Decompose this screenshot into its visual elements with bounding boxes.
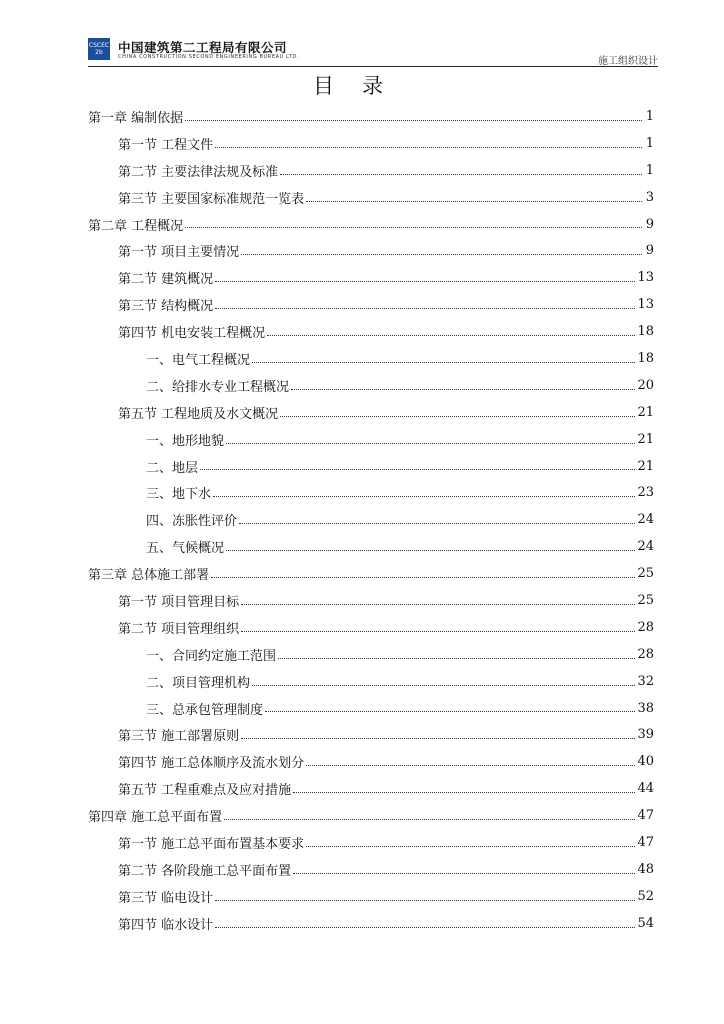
toc-entry-page: 28 xyxy=(637,619,654,635)
toc-leader-dots xyxy=(252,684,635,686)
toc-entry[interactable] xyxy=(88,372,654,399)
toc-entry-label: 第四章 施工总平面布置 xyxy=(88,810,223,826)
toc-entry-label: 第二章 工程概况 xyxy=(88,218,184,234)
page-header xyxy=(88,36,658,66)
toc-entry[interactable] xyxy=(88,641,654,668)
toc-entry-label: 第四节 机电安装工程概况 xyxy=(118,326,266,342)
toc-entry[interactable] xyxy=(88,237,654,264)
toc-leader-dots xyxy=(215,307,635,309)
toc-entry[interactable] xyxy=(88,506,654,533)
toc-entry[interactable] xyxy=(88,910,654,937)
toc-entry[interactable] xyxy=(88,453,654,480)
toc-entry[interactable] xyxy=(88,587,654,614)
toc-entry[interactable] xyxy=(88,829,654,856)
toc-leader-dots xyxy=(306,845,635,847)
toc-entry[interactable] xyxy=(88,775,654,802)
toc-leader-dots xyxy=(241,737,635,739)
toc-entry[interactable] xyxy=(88,748,654,775)
toc-leader-dots xyxy=(267,334,635,336)
toc-entry[interactable] xyxy=(88,157,654,184)
toc-entry-label: 二、地层 xyxy=(146,460,199,476)
company-logo: CSCEC 2b xyxy=(88,38,110,60)
company-name-en: CHINA CONSTRUCTION SECOND ENGINEERING BUREAU LTD. xyxy=(118,54,300,60)
toc-entry-label: 第一节 项目主要情况 xyxy=(118,245,240,261)
toc-entry[interactable] xyxy=(88,264,654,291)
toc-entry[interactable] xyxy=(88,668,654,695)
toc-entry-page: 54 xyxy=(637,915,654,931)
toc-entry[interactable] xyxy=(88,560,654,587)
toc-leader-dots xyxy=(215,146,642,148)
toc-entry[interactable] xyxy=(88,318,654,345)
toc-leader-dots xyxy=(185,119,642,121)
toc-entry-page: 21 xyxy=(637,404,654,420)
toc-entry-page: 47 xyxy=(637,808,654,824)
toc-entry-label: 第四节 临水设计 xyxy=(118,917,214,933)
toc-leader-dots xyxy=(226,442,635,444)
toc-entry[interactable] xyxy=(88,130,654,157)
toc-leader-dots xyxy=(306,200,642,202)
toc-entry-page: 18 xyxy=(637,350,654,366)
toc-entry-page: 25 xyxy=(637,592,654,608)
toc-entry-page: 25 xyxy=(637,566,654,582)
toc-entry-page: 39 xyxy=(637,727,654,743)
toc-entry[interactable] xyxy=(88,345,654,372)
toc-leader-dots xyxy=(241,630,635,632)
toc-entry-label: 第二节 主要法律法规及标准 xyxy=(118,164,279,180)
toc-entry[interactable] xyxy=(88,184,654,211)
toc-leader-dots xyxy=(213,495,635,497)
toc-entry-label: 一、地形地貌 xyxy=(146,433,225,449)
toc-entry[interactable] xyxy=(88,856,654,883)
toc-entry-label: 二、给排水专业工程概况 xyxy=(146,379,290,395)
toc-entry-label: 第三节 施工部署原则 xyxy=(118,729,240,745)
toc-leader-dots xyxy=(224,818,635,820)
toc-leader-dots xyxy=(293,791,635,793)
toc-entry-label: 第五节 工程地质及水文概况 xyxy=(118,406,279,422)
toc-leader-dots xyxy=(215,926,635,928)
toc-entry-page: 18 xyxy=(637,324,654,340)
toc-entry-page: 1 xyxy=(645,135,654,151)
toc-entry[interactable] xyxy=(88,291,654,318)
toc-entry-page: 24 xyxy=(637,539,654,555)
toc-leader-dots xyxy=(211,576,635,578)
toc-leader-dots xyxy=(278,657,635,659)
toc-entry-page: 47 xyxy=(637,834,654,850)
toc-entry[interactable] xyxy=(88,695,654,722)
toc-leader-dots xyxy=(226,549,635,551)
toc-entry-label: 一、合同约定施工范围 xyxy=(146,648,277,664)
toc-leader-dots xyxy=(239,522,635,524)
toc-entry-page: 44 xyxy=(637,781,654,797)
toc-entry-label: 三、总承包管理制度 xyxy=(146,702,264,718)
toc-entry-label: 一、电气工程概况 xyxy=(146,352,251,368)
toc-entry-label: 第三节 结构概况 xyxy=(118,299,214,315)
toc-entry-label: 第四节 施工总体顺序及流水划分 xyxy=(118,756,305,772)
toc-entry-page: 52 xyxy=(637,888,654,904)
toc-leader-dots xyxy=(265,710,635,712)
toc-leader-dots xyxy=(200,468,635,470)
toc-entry-label: 第一节 工程文件 xyxy=(118,137,214,153)
toc-entry-page: 21 xyxy=(637,458,654,474)
document-label: 施工组织设计 xyxy=(598,56,658,67)
toc-entry-label: 第一节 项目管理目标 xyxy=(118,594,240,610)
toc-entry[interactable] xyxy=(88,802,654,829)
toc-leader-dots xyxy=(252,361,635,363)
toc-entry-page: 38 xyxy=(637,700,654,716)
toc-entry-page: 23 xyxy=(637,485,654,501)
toc-entry-page: 40 xyxy=(637,754,654,770)
toc-leader-dots xyxy=(185,226,642,228)
toc-entry-label: 第五节 工程重难点及应对措施 xyxy=(118,783,292,799)
toc-entry-page: 32 xyxy=(637,673,654,689)
toc-entry[interactable] xyxy=(88,479,654,506)
toc-entry-page: 48 xyxy=(637,861,654,877)
toc-entry-page: 9 xyxy=(645,216,654,232)
toc-entry[interactable] xyxy=(88,614,654,641)
toc-entry-label: 四、冻胀性评价 xyxy=(146,514,238,530)
toc-leader-dots xyxy=(291,388,635,390)
toc-entry-page: 13 xyxy=(637,297,654,313)
toc-leader-dots xyxy=(215,280,635,282)
toc-entry-label: 第一节 施工总平面布置基本要求 xyxy=(118,836,305,852)
toc-entry[interactable] xyxy=(88,721,654,748)
toc-entry-page: 21 xyxy=(637,431,654,447)
toc-entry-page: 28 xyxy=(637,646,654,662)
toc-entry-page: 20 xyxy=(637,377,654,393)
toc-entry-label: 第三节 主要国家标准规范一览表 xyxy=(118,191,305,207)
toc-entry-label: 第二节 各阶段施工总平面布置 xyxy=(118,863,292,879)
toc-entry[interactable] xyxy=(88,103,654,130)
toc-entry-label: 第二节 建筑概况 xyxy=(118,272,214,288)
toc-entry-page: 3 xyxy=(645,189,654,205)
toc-entry[interactable] xyxy=(88,426,654,453)
toc-entry-label: 第三章 总体施工部署 xyxy=(88,568,210,584)
toc-entry[interactable] xyxy=(88,211,654,238)
toc-leader-dots xyxy=(241,253,642,255)
table-of-contents xyxy=(88,103,654,937)
toc-entry-page: 13 xyxy=(637,270,654,286)
toc-entry-page: 1 xyxy=(645,108,654,124)
toc-entry-label: 第三节 临电设计 xyxy=(118,890,214,906)
toc-entry-label: 第一章 编制依据 xyxy=(88,110,184,126)
toc-entry-label: 五、气候概况 xyxy=(146,541,225,557)
toc-leader-dots xyxy=(306,764,635,766)
toc-leader-dots xyxy=(293,872,635,874)
toc-entry-page: 24 xyxy=(637,512,654,528)
toc-entry-label: 二、项目管理机构 xyxy=(146,675,251,691)
header-divider xyxy=(88,66,658,67)
toc-entry-label: 第二节 项目管理组织 xyxy=(118,621,240,637)
toc-leader-dots xyxy=(241,603,635,605)
toc-leader-dots xyxy=(280,173,642,175)
toc-entry-page: 1 xyxy=(645,162,654,178)
toc-entry-label: 三、地下水 xyxy=(146,487,212,503)
toc-entry[interactable] xyxy=(88,883,654,910)
toc-leader-dots xyxy=(215,899,635,901)
toc-entry[interactable] xyxy=(88,533,654,560)
toc-leader-dots xyxy=(280,415,635,417)
toc-title: 目录 xyxy=(313,74,411,98)
toc-entry[interactable] xyxy=(88,399,654,426)
company-name-cn: 中国建筑第二工程局有限公司 xyxy=(118,40,288,55)
toc-entry-page: 9 xyxy=(645,243,654,259)
